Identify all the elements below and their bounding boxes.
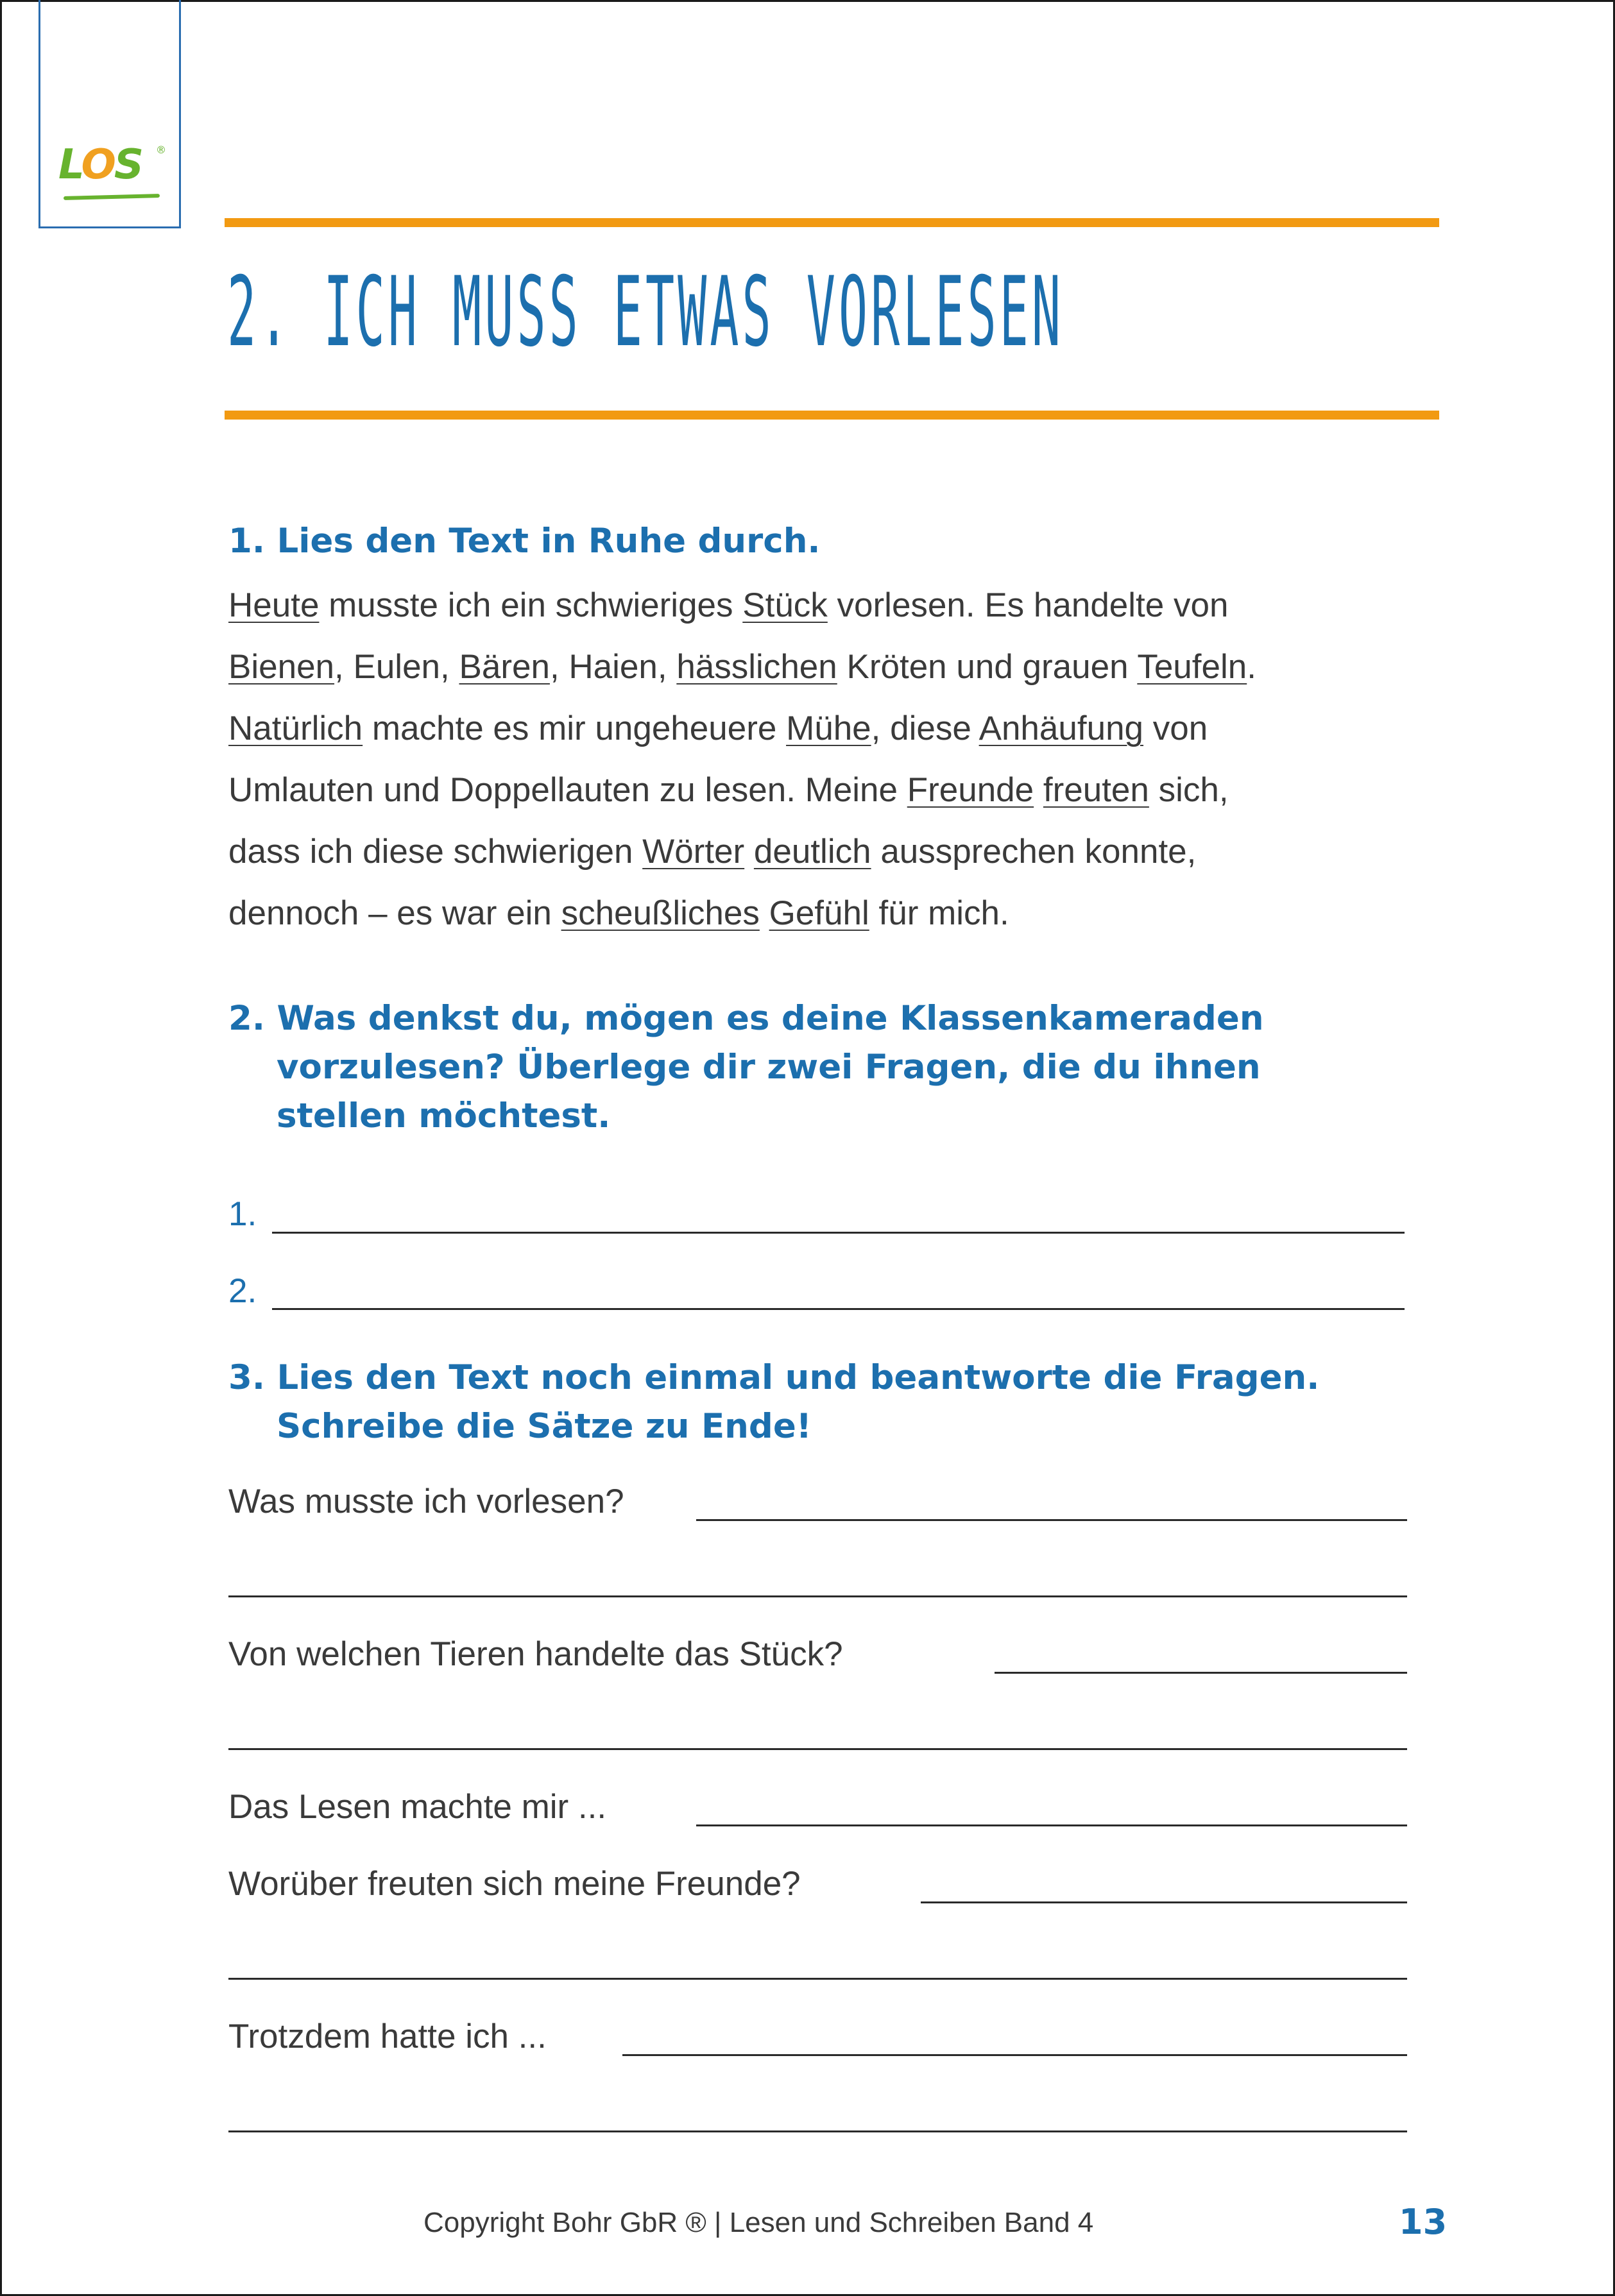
logo-wordmark: LOS: [58, 141, 142, 189]
question-what-read: Was musste ich vorlesen?: [228, 1483, 624, 1520]
reading-line: [228, 883, 1256, 944]
underlined-word: Heute: [228, 586, 320, 624]
answer1-line[interactable]: [272, 1232, 1405, 1234]
title-rule-top: [225, 218, 1439, 227]
reading-line: [228, 575, 1256, 636]
task3-heading-line1: 3. Lies den Text noch einmal und beantworte die Fragen.: [228, 1358, 1320, 1397]
answer1-label: 1.: [228, 1195, 257, 1233]
answer2-label: 2.: [228, 1272, 257, 1310]
underlined-word: deutlich: [753, 833, 871, 871]
underlined-word: scheußliches: [561, 894, 760, 932]
question-reading-made-me: Das Lesen machte mir ...: [228, 1788, 607, 1826]
task2-heading-line1: 2. Was denkst du, mögen es deine Klassenkameraden: [228, 999, 1264, 1038]
underlined-word: Freunde: [907, 771, 1034, 809]
text-segment: dennoch – es war ein: [228, 894, 561, 932]
text-segment: für mich.: [869, 894, 1009, 932]
task3-heading: [228, 1354, 1319, 1451]
text-segment: , Eulen,: [334, 648, 459, 686]
underlined-word: Wörter: [642, 833, 745, 871]
text-segment: [760, 894, 769, 932]
text-segment: [1034, 771, 1043, 809]
logo: [38, 0, 181, 228]
task1-reading-text: [228, 575, 1256, 944]
footer-copyright: Copyright Bohr GbR ® | Lesen und Schreiben Band 4: [423, 2207, 1094, 2238]
text-segment: Kröten und grauen: [837, 648, 1138, 686]
text-segment: vorlesen. Es handelte von: [827, 586, 1229, 624]
task3-heading-line2: Schreibe die Sätze zu Ende!: [277, 1407, 812, 1446]
text-segment: von: [1143, 710, 1208, 747]
task2-heading-line3: stellen möchtest.: [277, 1096, 611, 1135]
answer2-line[interactable]: [272, 1308, 1405, 1310]
question-nevertheless: Trotzdem hatte ich ...: [228, 2018, 547, 2055]
underlined-word: freuten: [1043, 771, 1149, 809]
text-segment: Umlauten und Doppellauten zu lesen. Meine: [228, 771, 907, 809]
answer-friends-happy-line[interactable]: [921, 1901, 1407, 1903]
text-segment: sich,: [1149, 771, 1229, 809]
answer-which-animals-line-2[interactable]: [228, 1748, 1407, 1750]
page-number: 13: [1399, 2202, 1448, 2242]
underlined-word: Bienen: [228, 648, 335, 686]
text-segment: .: [1247, 648, 1256, 686]
underlined-word: Gefühl: [769, 894, 869, 932]
text-segment: , Haien,: [549, 648, 677, 686]
underlined-word: Anhäufung: [978, 710, 1144, 747]
text-segment: dass ich diese schwierigen: [228, 833, 643, 871]
answer-nevertheless-line-2[interactable]: [228, 2130, 1407, 2132]
answer-nevertheless-line[interactable]: [622, 2054, 1407, 2056]
text-segment: , diese: [871, 710, 979, 747]
text-segment: musste ich ein schwieriges: [319, 586, 743, 624]
logo-swoosh: [64, 194, 160, 200]
reading-line: [228, 698, 1256, 760]
reading-line: [228, 821, 1256, 883]
reading-line: [228, 636, 1256, 698]
underlined-word: Mühe: [786, 710, 871, 747]
reading-line: [228, 760, 1256, 821]
underlined-word: Teufeln: [1137, 648, 1247, 686]
task2-heading-line2: vorzulesen? Überlege dir zwei Fragen, die du ihnen: [277, 1048, 1261, 1087]
page-title: 2. ICH MUSS ETWAS VORLESEN: [227, 257, 1064, 368]
underlined-word: Bären: [459, 648, 550, 686]
text-segment: machte es mir ungeheuere: [363, 710, 787, 747]
title-rule-bottom: [225, 411, 1439, 420]
task1-heading: 1. Lies den Text in Ruhe durch.: [228, 522, 821, 561]
text-segment: [744, 833, 754, 871]
answer-what-read-line-2[interactable]: [228, 1595, 1407, 1597]
answer-which-animals-line[interactable]: [995, 1672, 1407, 1674]
task2-heading: [228, 994, 1264, 1141]
answer-what-read-line[interactable]: [696, 1519, 1407, 1521]
underlined-word: hässlichen: [676, 648, 837, 686]
answer-friends-happy-line-2[interactable]: [228, 1978, 1407, 1980]
answer-reading-made-me-line[interactable]: [696, 1824, 1407, 1826]
question-which-animals: Von welchen Tieren handelte das Stück?: [228, 1635, 843, 1673]
underlined-word: Stück: [742, 586, 828, 624]
text-segment: aussprechen konnte,: [871, 833, 1197, 871]
underlined-word: Natürlich: [228, 710, 363, 747]
logo-registered-mark: ®: [156, 144, 166, 156]
question-friends-happy: Worüber freuten sich meine Freunde?: [228, 1865, 801, 1903]
